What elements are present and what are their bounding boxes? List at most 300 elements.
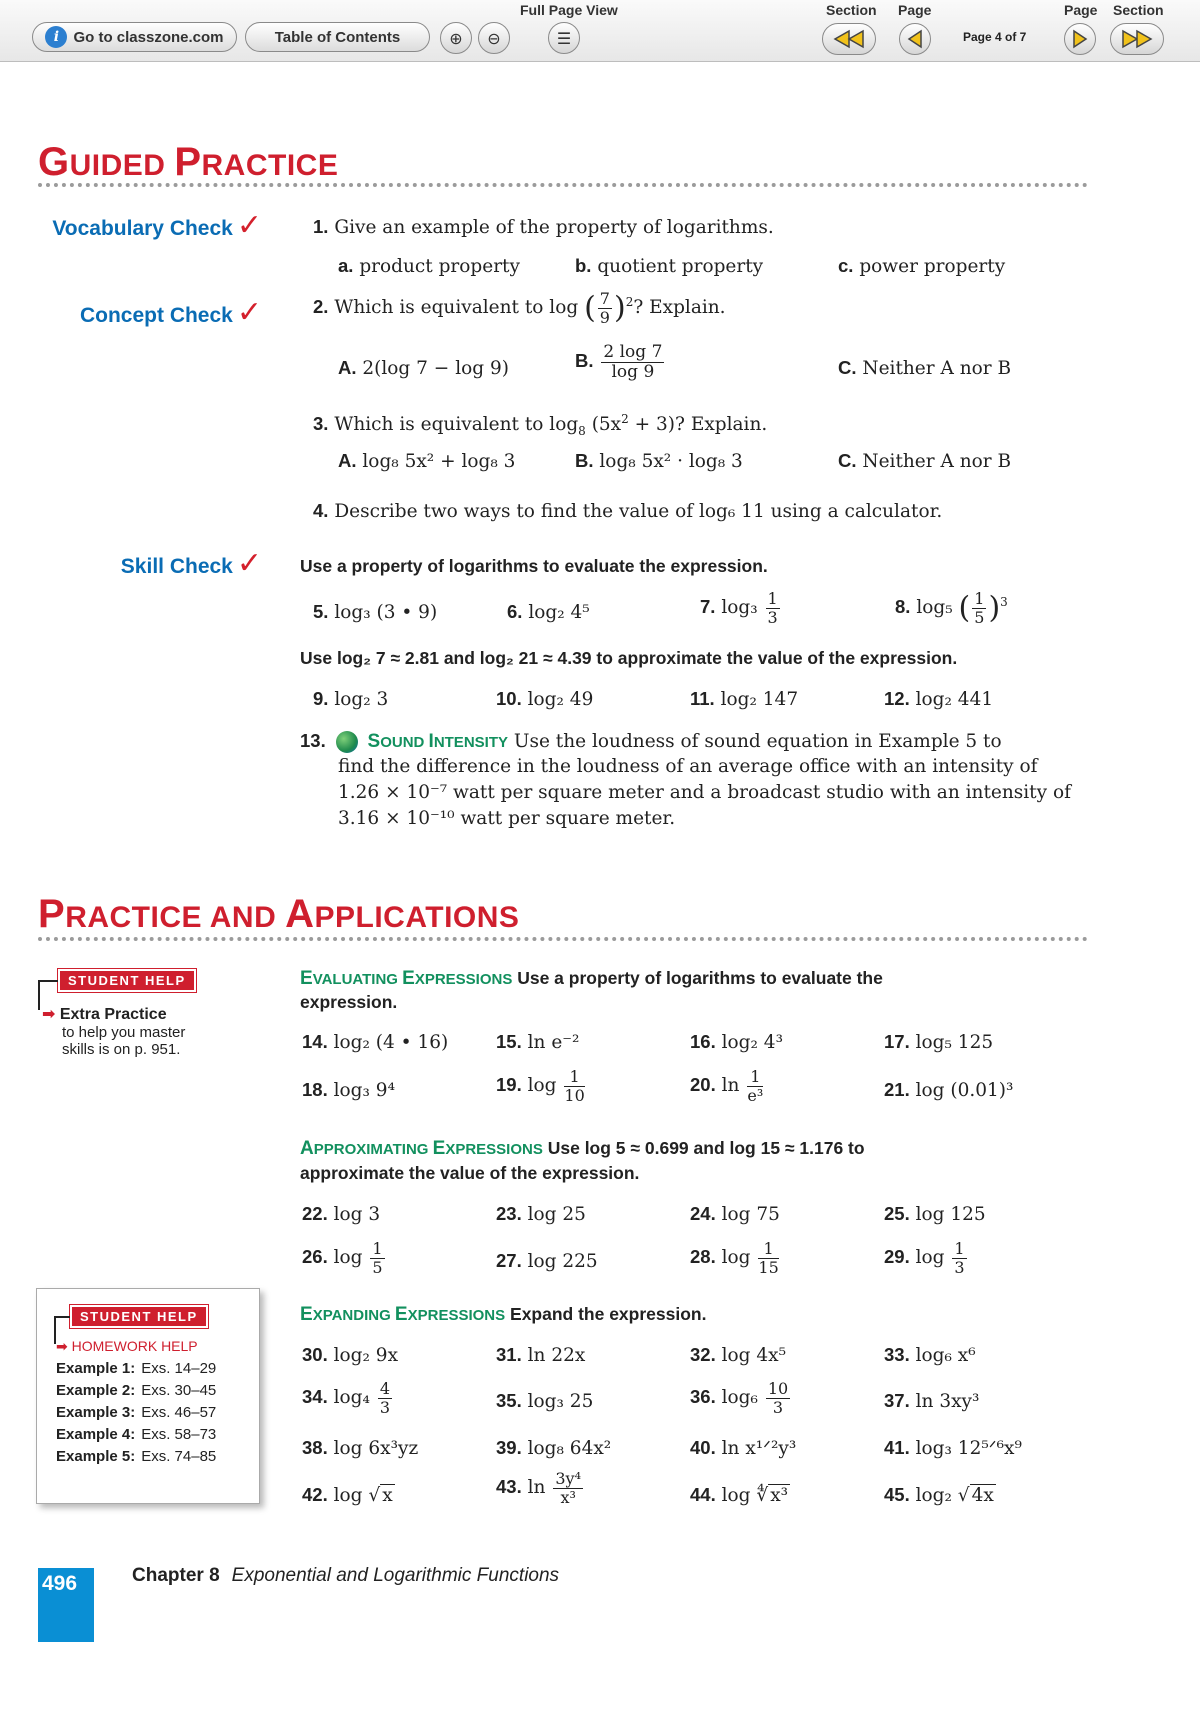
exercise-27 xyxy=(496,1250,598,1272)
exercise-15 xyxy=(496,1031,579,1053)
exercise-3B xyxy=(575,450,743,472)
denominator: 3 xyxy=(772,1397,784,1417)
exercise-text: log xyxy=(333,1247,363,1269)
exercise-1a xyxy=(338,255,520,277)
exercise-text: log 4x⁵ xyxy=(721,1345,787,1366)
exercise-number: 35. xyxy=(496,1390,522,1411)
topic-heading xyxy=(300,968,512,988)
topic-heading xyxy=(300,1138,543,1158)
exercise-text: log₂ 147 xyxy=(720,689,799,710)
exercise-number: 14. xyxy=(302,1031,328,1052)
choice-label: C. xyxy=(838,450,857,471)
exercise-20 xyxy=(690,1068,765,1104)
guided-practice-title xyxy=(38,140,338,185)
example-label: Example 4: xyxy=(56,1426,136,1443)
exercise-number: 7. xyxy=(700,596,716,618)
homework-help-row xyxy=(56,1382,216,1399)
exercise-22 xyxy=(302,1203,380,1225)
exercise-2 xyxy=(313,290,726,326)
table-of-contents-button[interactable] xyxy=(245,22,430,52)
topic-part: XPANDING xyxy=(312,1307,395,1324)
exercise-3C xyxy=(838,450,1011,472)
exercise-number: 32. xyxy=(690,1344,716,1365)
fraction xyxy=(553,1470,583,1506)
exercise-number: 30. xyxy=(302,1344,328,1365)
exercise-text: log₂ 441 xyxy=(915,689,994,710)
exercise-number: 34. xyxy=(302,1386,328,1408)
exercise-text: log 125 xyxy=(915,1204,986,1225)
exercise-23 xyxy=(496,1203,586,1225)
exercise-number: 12. xyxy=(884,688,910,709)
topic-part: PPROXIMATING xyxy=(313,1141,433,1158)
exercise-text: log 3 xyxy=(333,1204,381,1225)
vocabulary-check-text: Vocabulary Check xyxy=(52,217,233,240)
title-letter: G xyxy=(38,140,70,184)
title-part: PPLICATIONS xyxy=(314,901,520,934)
exercise-number: 18. xyxy=(302,1079,328,1100)
numerator: 1 xyxy=(767,589,778,608)
exercise-number: 19. xyxy=(496,1074,522,1096)
numerator: 4 xyxy=(379,1379,391,1398)
denominator: 5 xyxy=(974,607,985,627)
exercise-1c xyxy=(838,255,1005,277)
choice-label: C. xyxy=(838,357,857,378)
skill-check-text: Skill Check xyxy=(120,555,233,578)
page-label-right: Page xyxy=(1064,2,1098,18)
exponent: 3 xyxy=(1000,594,1008,609)
fraction xyxy=(747,1068,763,1104)
exercise-text: log 75 xyxy=(721,1204,780,1225)
practice-applications-title xyxy=(38,892,519,937)
section-divider xyxy=(38,937,1088,941)
choice-label: a. xyxy=(338,255,354,276)
exercise-38 xyxy=(302,1437,418,1459)
chapter-title: Exponential and Logarithmic Functions xyxy=(231,1565,560,1586)
exercise-number: 37. xyxy=(884,1390,910,1411)
exercise-40 xyxy=(690,1437,796,1459)
exercise-text: + 3)? Explain. xyxy=(628,414,768,436)
exercise-number: 42. xyxy=(302,1484,328,1505)
fraction xyxy=(766,1380,790,1416)
instruction-text: Use log 5 ≈ 0.699 and log 15 ≈ 1.176 to xyxy=(547,1138,865,1158)
title-part: UIDED xyxy=(69,149,175,182)
globe-icon xyxy=(336,731,358,753)
topic-letter: E xyxy=(394,1304,408,1325)
exercise-number: 13. xyxy=(300,730,326,751)
next-page-button[interactable] xyxy=(1064,23,1096,55)
exercise-number: 20. xyxy=(690,1074,716,1096)
exercise-13-line4: 3.16 × 10⁻¹⁰ watt per square meter. xyxy=(338,808,676,829)
chapter-footer xyxy=(132,1565,559,1587)
zoom-in-button[interactable] xyxy=(440,22,472,54)
choice-label: B. xyxy=(575,450,594,471)
exercise-text: log₂ 49 xyxy=(527,689,594,710)
exercise-36 xyxy=(690,1380,792,1416)
example-label: Example 3: xyxy=(56,1404,136,1421)
exercise-12 xyxy=(884,688,993,710)
numerator: 1 xyxy=(954,1239,965,1258)
exercise-text: log₂ 3 xyxy=(334,689,389,710)
extra-practice-line: to help you master xyxy=(62,1024,186,1041)
exercise-number: 16. xyxy=(690,1031,716,1052)
exercise-text: log₅ xyxy=(916,597,953,619)
exercise-text: ln xyxy=(721,1075,740,1097)
next-icon xyxy=(1071,29,1089,49)
exercise-text: log₂ 4³ xyxy=(721,1032,783,1053)
topic-letter: E xyxy=(402,968,415,989)
previous-page-button[interactable] xyxy=(899,23,931,55)
exercise-text: log₃ 12⁵ᐟ⁶x⁹ xyxy=(915,1438,1022,1459)
exercise-number: 33. xyxy=(884,1344,910,1365)
paren: ( xyxy=(584,290,596,326)
topic-heading xyxy=(368,730,509,751)
exercise-number: 29. xyxy=(884,1246,910,1268)
page-number: 496 xyxy=(42,1572,78,1595)
exercise-number: 10. xyxy=(496,688,522,709)
fraction xyxy=(598,290,612,326)
denominator: x³ xyxy=(560,1487,576,1507)
exercise-3A xyxy=(338,450,515,472)
exercise-42 xyxy=(302,1484,395,1506)
paren: ( xyxy=(958,590,971,626)
exercise-number: 2. xyxy=(313,296,329,318)
topic-part: NTENSITY xyxy=(433,734,508,751)
choice-text: 2(log 7 − log 9) xyxy=(362,358,509,379)
extra-practice-text: Extra Practice xyxy=(59,1006,167,1023)
extra-practice-line: skills is on p. 951. xyxy=(62,1041,181,1058)
choice-text: Neither A nor B xyxy=(862,358,1012,379)
exercise-text: log₃ (3 • 9) xyxy=(334,602,438,623)
exercise-19 xyxy=(496,1068,587,1104)
exercise-number: 36. xyxy=(690,1386,716,1408)
exercise-number: 4. xyxy=(313,500,329,521)
choice-label: b. xyxy=(575,255,592,276)
exercise-text: Use the loudness of sound equation in Example 5 to xyxy=(513,731,1002,752)
extra-practice-box xyxy=(42,1004,185,1058)
exercise-text: ln x¹ᐟ²y³ xyxy=(721,1438,797,1459)
radicand: x³ xyxy=(770,1485,789,1506)
exercise-text: ln 22x xyxy=(527,1345,586,1366)
numerator: 3y⁴ xyxy=(555,1469,581,1488)
paren: ) xyxy=(613,290,626,326)
fraction xyxy=(766,590,780,626)
denominator: 3 xyxy=(954,1257,965,1277)
exercise-number: 9. xyxy=(313,688,329,709)
exercise-text: log₂ 4⁵ xyxy=(528,602,590,623)
exercise-text: log₂ 9x xyxy=(333,1345,399,1366)
numerator: 1 xyxy=(758,1240,778,1259)
exercise-30 xyxy=(302,1344,398,1366)
denominator: 5 xyxy=(372,1257,383,1277)
evaluating-heading xyxy=(300,968,883,990)
exercise-18 xyxy=(302,1079,395,1101)
exercise-range: Exs. 58–73 xyxy=(141,1426,217,1443)
exercise-text: Which is equivalent to log xyxy=(334,297,579,319)
exercise-3 xyxy=(313,412,767,438)
denominator: 9 xyxy=(599,307,610,327)
example-label: Example 5: xyxy=(56,1448,136,1465)
exercise-6 xyxy=(507,601,590,623)
classzone-label: Go to classzone.com xyxy=(73,28,224,46)
section-label-right: Section xyxy=(1113,2,1164,18)
topic-part: XPRESSIONS xyxy=(414,971,513,988)
full-page-button[interactable] xyxy=(548,22,580,54)
exercise-7 xyxy=(700,590,782,626)
log-base: 8 xyxy=(578,423,586,438)
exercise-text: ? Explain. xyxy=(633,297,726,319)
numerator: 1 xyxy=(564,1068,584,1087)
concept-check-label xyxy=(30,295,262,330)
exercise-number: 21. xyxy=(884,1079,910,1100)
exercise-number: 8. xyxy=(895,596,911,618)
checkmark-icon: ✓ xyxy=(236,208,262,243)
denominator: e³ xyxy=(747,1085,764,1105)
denominator: 3 xyxy=(767,607,778,627)
exercise-16 xyxy=(690,1031,783,1053)
exercise-33 xyxy=(884,1344,976,1366)
topic-letter: E xyxy=(300,968,313,989)
homework-help-heading xyxy=(56,1338,216,1355)
exercise-text: log √ xyxy=(333,1485,381,1506)
exercise-text: ln 3xy³ xyxy=(915,1391,980,1412)
exercise-17 xyxy=(884,1031,993,1053)
radicand: x xyxy=(382,1485,393,1506)
exercise-text: log xyxy=(721,1247,751,1269)
exercise-text: log₈ 64x² xyxy=(527,1438,612,1459)
exercise-text: ln xyxy=(527,1477,546,1499)
fraction xyxy=(378,1380,392,1416)
exercise-9 xyxy=(313,688,388,710)
topic-letter: S xyxy=(367,731,381,752)
exercise-text: (5x xyxy=(585,414,622,436)
exercise-text: log₂ √ xyxy=(915,1485,970,1506)
numerator: 1 xyxy=(747,1068,763,1087)
exercise-number: 15. xyxy=(496,1031,522,1052)
exercise-37 xyxy=(884,1390,979,1412)
instruction-text: Use a property of logarithms to evaluate the xyxy=(517,968,883,988)
radicand: 4x xyxy=(971,1485,994,1506)
exercise-number: 27. xyxy=(496,1250,522,1271)
checkmark-icon: ✓ xyxy=(236,546,262,581)
exercise-number: 22. xyxy=(302,1203,328,1224)
exercise-text: log₃ xyxy=(721,597,758,619)
concept-check-text: Concept Check xyxy=(79,304,233,327)
exercise-41 xyxy=(884,1437,1022,1459)
paren: ) xyxy=(988,590,1001,626)
exercise-2B xyxy=(575,343,666,381)
exercise-26 xyxy=(302,1240,387,1276)
exercise-number: 11. xyxy=(690,688,715,709)
zoom-out-icon: ⊖ xyxy=(487,28,501,48)
student-help-tag: STUDENT HELP xyxy=(58,969,196,992)
exercise-number: 28. xyxy=(690,1246,716,1268)
exercise-14 xyxy=(302,1031,448,1053)
exercise-text: Describe two ways to find the value of log₆ 11 using a calculator. xyxy=(334,501,943,522)
topic-letter: A xyxy=(300,1138,314,1159)
exercise-21 xyxy=(884,1079,1013,1101)
exercise-text: log₆ xyxy=(721,1387,758,1409)
arrow-icon: ➡ xyxy=(56,1339,68,1355)
topic-part: XPRESSIONS xyxy=(445,1141,543,1158)
exercise-number: 45. xyxy=(884,1484,910,1505)
exercise-13-line2: find the difference in the loudness of an average office with an intensity of xyxy=(338,756,1038,777)
full-page-label: Full Page View xyxy=(520,2,618,18)
exercise-text: log₄ xyxy=(333,1387,370,1409)
exercise-range: Exs. 46–57 xyxy=(141,1404,217,1421)
exercise-text: log₃ 25 xyxy=(527,1391,594,1412)
example-label: Example 2: xyxy=(56,1382,136,1399)
exercise-1b xyxy=(575,255,763,277)
exercise-text: Which is equivalent to log xyxy=(334,414,579,436)
choice-text: Neither A nor B xyxy=(862,451,1012,472)
exercise-text: log₆ x⁶ xyxy=(915,1345,976,1366)
exercise-text: log ∜ xyxy=(721,1485,769,1506)
homework-help-row xyxy=(56,1426,216,1443)
zoom-in-icon: ⊕ xyxy=(449,28,463,48)
topic-part: VALUATING xyxy=(312,971,403,988)
exercise-number: 31. xyxy=(496,1344,522,1365)
exercise-2C xyxy=(838,357,1011,379)
exercise-28 xyxy=(690,1240,781,1276)
fraction xyxy=(952,1240,966,1276)
title-letter: P xyxy=(174,140,202,184)
viewer-toolbar xyxy=(0,0,1200,62)
homework-help-rows xyxy=(56,1360,216,1465)
denominator: log 9 xyxy=(611,361,655,382)
homework-help-row xyxy=(56,1404,216,1421)
denominator: 15 xyxy=(758,1257,779,1277)
exercise-text: Give an example of the property of logarithms. xyxy=(334,217,774,238)
approx-instruction: Use log₂ 7 ≈ 2.81 and log₂ 21 ≈ 4.39 to approximate the value of the expression. xyxy=(300,648,958,668)
exercise-24 xyxy=(690,1203,780,1225)
exercise-text: log xyxy=(915,1247,945,1269)
exercise-number: 24. xyxy=(690,1203,716,1224)
topic-heading xyxy=(300,1304,505,1324)
topic-part: XPRESSIONS xyxy=(407,1307,506,1324)
exercise-number: 6. xyxy=(507,601,523,622)
approximating-instruction-line2: approximate the value of the expression. xyxy=(300,1163,640,1183)
section-divider xyxy=(38,183,1088,187)
exercise-number: 41. xyxy=(884,1437,910,1458)
page-label-left: Page xyxy=(898,2,932,18)
exercise-text: log₂ (4 • 16) xyxy=(333,1032,449,1053)
exercise-range: Exs. 74–85 xyxy=(141,1448,217,1465)
choice-label: c. xyxy=(838,255,854,276)
fraction xyxy=(972,590,986,626)
title-part: RACTICE xyxy=(201,149,339,182)
exercise-43 xyxy=(496,1470,585,1506)
fast-forward-icon xyxy=(1120,29,1154,49)
evaluating-instruction-line2: expression. xyxy=(300,992,398,1012)
numerator: 10 xyxy=(767,1379,789,1398)
fraction xyxy=(564,1068,584,1104)
approximating-heading xyxy=(300,1138,865,1160)
expanding-heading xyxy=(300,1304,706,1326)
student-help-tag: STUDENT HELP xyxy=(70,1305,208,1328)
exercise-39 xyxy=(496,1437,611,1459)
exercise-44 xyxy=(690,1484,790,1506)
section-label-left: Section xyxy=(826,2,877,18)
exercise-35 xyxy=(496,1390,593,1412)
denominator: 3 xyxy=(379,1397,391,1417)
rewind-icon xyxy=(832,29,866,49)
classzone-icon: i xyxy=(45,26,67,48)
exercise-11 xyxy=(690,688,798,710)
previous-section-button[interactable] xyxy=(822,23,876,55)
choice-text: log₈ 5x² · log₈ 3 xyxy=(599,451,743,472)
choice-text: quotient property xyxy=(597,256,764,277)
exercise-number: 38. xyxy=(302,1437,328,1458)
exercise-number: 25. xyxy=(884,1203,910,1224)
exercise-number: 5. xyxy=(313,601,329,622)
exercise-32 xyxy=(690,1344,786,1366)
exercise-text: log₅ 125 xyxy=(915,1032,994,1053)
denominator: 10 xyxy=(564,1085,585,1105)
exercise-5 xyxy=(313,601,437,623)
zoom-out-button[interactable] xyxy=(478,22,510,54)
exercise-text: log 6x³yz xyxy=(333,1438,419,1459)
exercise-number: 17. xyxy=(884,1031,910,1052)
exercise-number: 40. xyxy=(690,1437,716,1458)
title-letter: P xyxy=(38,892,66,936)
choice-text: power property xyxy=(859,256,1006,277)
fraction xyxy=(601,343,664,381)
numerator: 7 xyxy=(599,289,610,308)
choice-label: A. xyxy=(338,357,357,378)
exercise-4 xyxy=(313,500,942,522)
exercise-text: log 225 xyxy=(527,1251,598,1272)
fraction xyxy=(370,1240,384,1276)
topic-letter: E xyxy=(300,1304,313,1325)
choice-label: B. xyxy=(575,350,594,372)
topic-letter: I xyxy=(428,731,434,752)
numerator: 2 log 7 xyxy=(603,342,663,362)
exercise-text: log₃ 9⁴ xyxy=(333,1080,395,1101)
exercise-1 xyxy=(313,216,774,238)
exercise-2A xyxy=(338,357,509,379)
title-letter: A xyxy=(285,892,315,936)
exercise-25 xyxy=(884,1203,986,1225)
exercise-29 xyxy=(884,1240,969,1276)
checkmark-icon: ✓ xyxy=(236,295,262,330)
exercise-45 xyxy=(884,1484,996,1506)
exercise-13 xyxy=(300,730,1002,753)
numerator: 1 xyxy=(372,1239,383,1258)
exercise-range: Exs. 30–45 xyxy=(141,1382,217,1399)
topic-letter: E xyxy=(432,1138,446,1159)
exercise-number: 3. xyxy=(313,413,329,435)
homework-help-row xyxy=(56,1448,216,1465)
exercise-text: log (0.01)³ xyxy=(915,1080,1014,1101)
exercise-10 xyxy=(496,688,593,710)
exercise-number: 44. xyxy=(690,1484,716,1505)
exercise-34 xyxy=(302,1380,394,1416)
exercise-number: 43. xyxy=(496,1476,522,1498)
exponent: 2 xyxy=(625,294,634,309)
example-label: Example 1: xyxy=(56,1360,136,1377)
page-number-tab xyxy=(38,1568,94,1642)
exercise-13-line3: 1.26 × 10⁻⁷ watt per square meter and a broadcast studio with an intensity of xyxy=(338,782,1071,803)
page-indicator: Page 4 of 7 xyxy=(963,30,1027,44)
next-section-button[interactable] xyxy=(1110,23,1164,55)
choice-text: product property xyxy=(359,256,520,277)
numerator: 1 xyxy=(974,589,985,608)
full-page-icon: ☰ xyxy=(556,28,572,48)
exercise-number: 23. xyxy=(496,1203,522,1224)
exercise-number: 26. xyxy=(302,1246,328,1268)
skill-instruction: Use a property of logarithms to evaluate the expression. xyxy=(300,556,768,576)
classzone-button[interactable] xyxy=(32,22,237,52)
